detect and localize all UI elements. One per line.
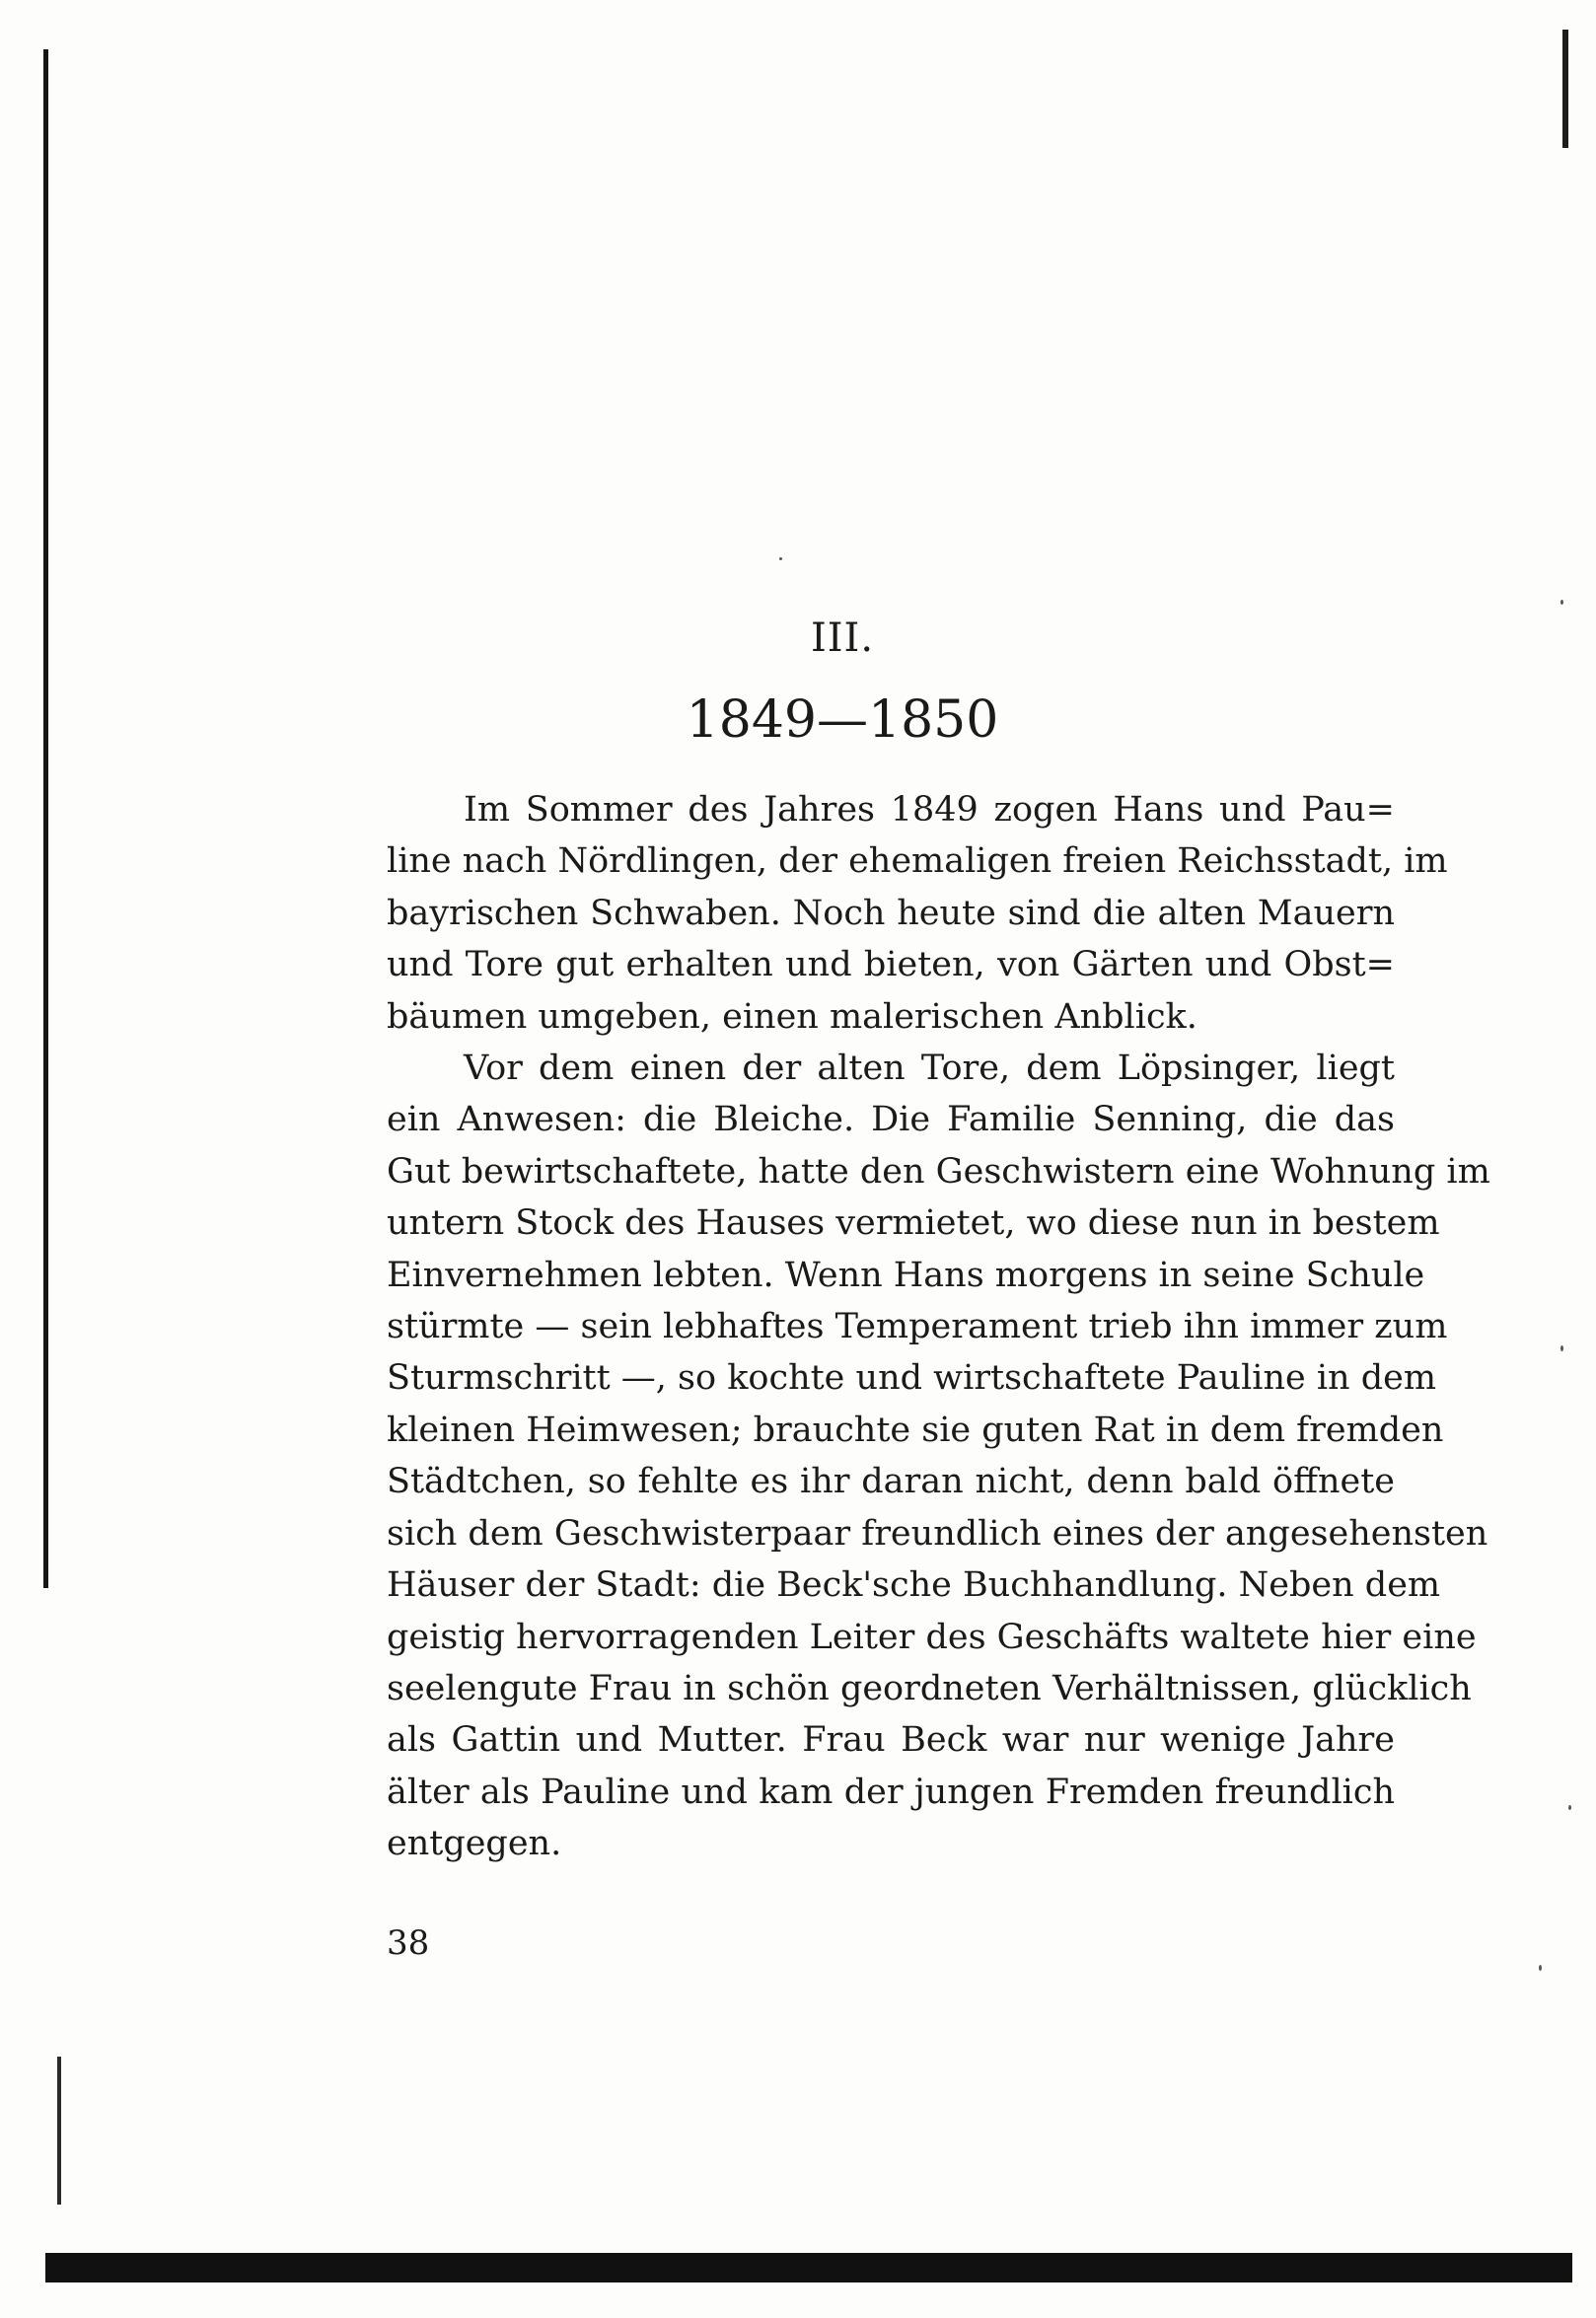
paragraph-line: untern Stock des Hauses vermietet, wo diese nun in bestem [387,1203,1440,1244]
paragraph-line: geistig hervorragenden Leiter des Geschäfts waltete hier eine [387,1617,1477,1657]
paragraph-line: und Tore gut erhalten und bieten, von Gärten und Obst= [387,945,1395,985]
paragraph-line: älter als Pauline und kam der jungen Fremden freundlich [387,1772,1395,1812]
paragraph-line: Sturmschritt —, so kochte und wirtschaftete Pauline in dem [387,1358,1437,1399]
paragraph-line: kleinen Heimwesen; brauchte sie guten Rat in dem fremden [387,1410,1444,1450]
scan-speck [779,557,782,560]
paragraph-line: als Gattin und Mutter. Frau Beck war nur wenige Jahre [387,1720,1395,1761]
scan-border-left-lower [57,2057,61,2205]
scan-speck [1560,600,1563,605]
paragraph-line: Städtchen, so fehlte es ihr daran nicht, denn bald öffnete [387,1462,1395,1502]
paragraph-2 [387,1043,1490,1870]
paragraph-1 [387,784,1448,1043]
scan-speck [1539,1965,1542,1971]
scan-border-right [1562,30,1568,148]
paragraph-line: Häuser der Stadt: die Beck'sche Buchhandlung. Neben dem [387,1565,1441,1606]
paragraph-line: stürmte — sein lebhaftes Temperament trieb ihn immer zum [387,1307,1448,1347]
paragraph-line: Vor dem einen der alten Tore, dem Löpsinger, liegt [464,1049,1395,1089]
paragraph-line: Einvernehmen lebten. Wenn Hans morgens in seine Schule [387,1255,1425,1295]
page-number: 38 [387,1923,430,1963]
paragraph-line: Im Sommer des Jahres 1849 zogen Hans und Pau= [464,790,1395,830]
paragraph-line: bäumen umgeben, einen malerischen Anblick. [387,996,1197,1037]
paragraph-line: Gut bewirtschaftete, hatte den Geschwistern eine Wohnung im [387,1151,1490,1192]
scan-border-bottom [45,2253,1572,2282]
paragraph-line: ein Anwesen: die Bleiche. Die Familie Senning, die das [387,1100,1395,1140]
scan-border-left [43,49,48,1588]
paragraph-line: sich dem Geschwisterpaar freundlich eines der angesehensten [387,1513,1488,1554]
scan-speck [1560,1345,1563,1351]
chapter-body [387,784,1490,1870]
chapter-years: 1849—1850 [686,690,999,750]
paragraph-line: line nach Nördlingen, der ehemaligen freien Reichsstadt, im [387,841,1448,882]
scan-speck [1568,1805,1571,1810]
paragraph-line: seelengute Frau in schön geordneten Verhältnissen, glücklich [387,1668,1472,1708]
paragraph-line: bayrischen Schwaben. Noch heute sind die alten Mauern [387,893,1395,933]
chapter-number: III. [810,616,875,661]
paragraph-line: entgegen. [387,1824,562,1864]
